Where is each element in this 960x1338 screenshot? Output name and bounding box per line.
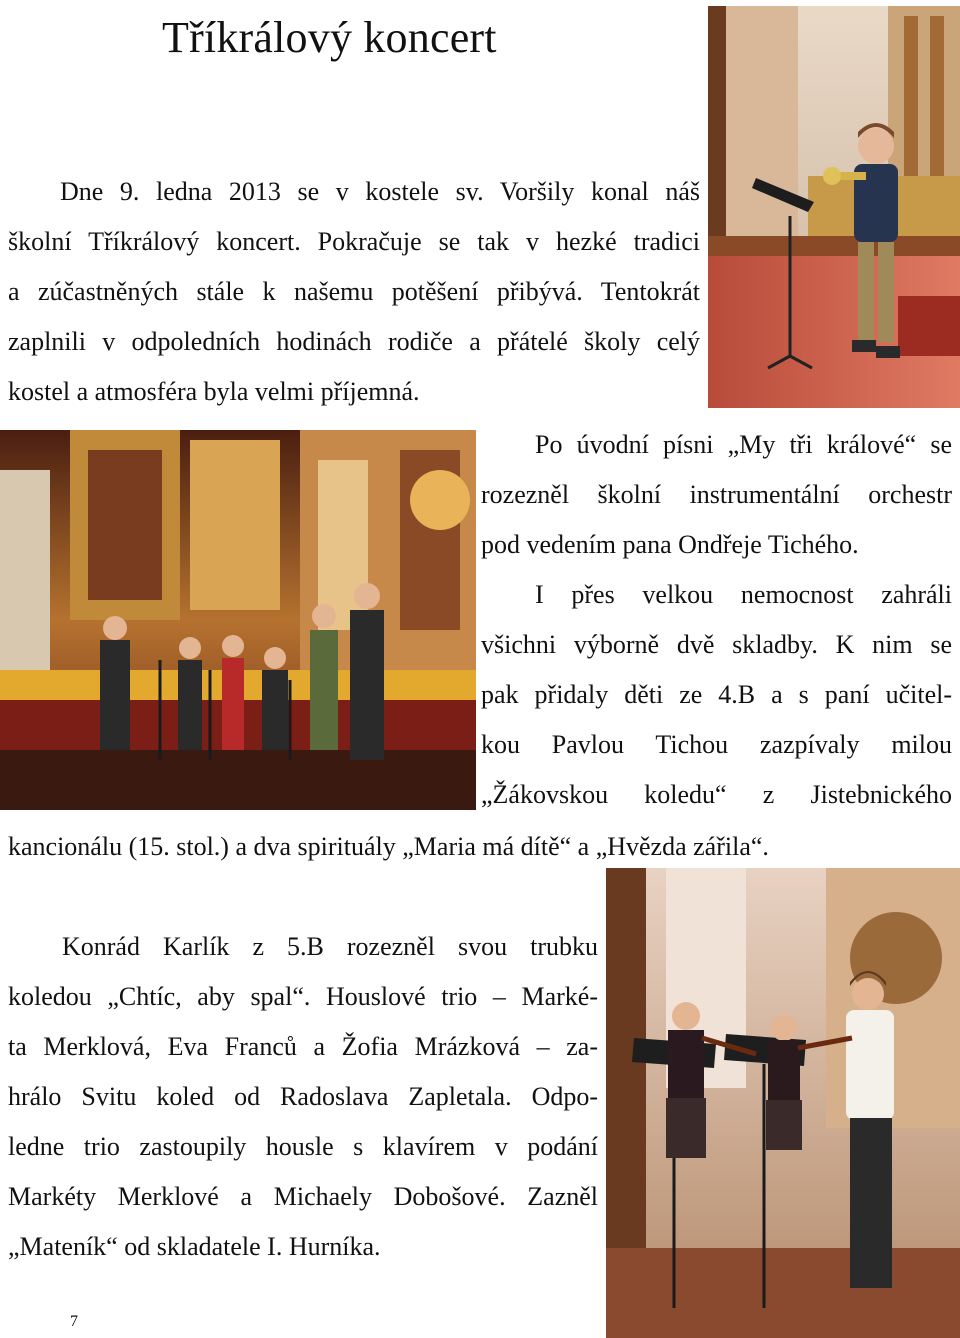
text-line: „Mateník“ od skladatele I. Hurníka.	[8, 1232, 381, 1261]
text-line: pak přidaly děti ze 4.B a s paní učitel-	[481, 680, 952, 709]
text-line: všichni výborně dvě skladby. K nim se	[481, 630, 952, 659]
text-line: koledou „Chtíc, aby spal“. Houslové trio – Marké-	[8, 982, 598, 1011]
text-line: pod vedením pana Ondřeje Tichého.	[481, 530, 859, 559]
text-line: a zúčastněných stále k našemu potěšení přibývá. Tentokrát	[8, 277, 700, 306]
violin-photo-image	[606, 868, 960, 1338]
text-line: kou Pavlou Tichou zazpívaly milou	[481, 730, 952, 759]
text-line: Markéty Merklové a Michaely Dobošové. Zazněl	[8, 1182, 598, 1211]
spirituals-paragraph	[8, 822, 952, 872]
text-line: „Žákovskou koledu“ z Jistebnického	[481, 780, 952, 809]
text-line: ledne trio zastoupily housle s klavírem v podání	[8, 1132, 598, 1161]
text-line: rozezněl školní instrumentální orchestr	[481, 480, 952, 509]
orchestra-paragraph	[481, 420, 952, 820]
text-line: Po úvodní písni „My tři králové“ se	[535, 430, 952, 459]
trumpet-photo-image	[708, 6, 960, 408]
page-number: 7	[70, 1313, 78, 1330]
trio-paragraph	[8, 922, 598, 1272]
page-title: Tříkrálový koncert	[162, 13, 497, 62]
text-line: kancionálu (15. stol.) a dva spirituály „Maria má dítě“ a „Hvězda zářila“.	[8, 832, 769, 861]
text-line: školní Tříkrálový koncert. Pokračuje se tak v hezké tradici	[8, 227, 700, 256]
text-line: Konrád Karlík z 5.B rozezněl svou trubku	[62, 932, 598, 961]
text-line: ta Merklová, Eva Franců a Žofia Mrázková – za-	[8, 1032, 598, 1061]
photo-orchestra	[0, 430, 476, 810]
photo-trumpet-player	[708, 6, 960, 408]
text-line: Dne 9. ledna 2013 se v kostele sv. Voršily konal náš	[60, 177, 700, 206]
text-line: I přes velkou nemocnost zahráli	[535, 580, 952, 609]
text-line: zaplnili v odpoledních hodinách rodiče a přátelé školy celý	[8, 327, 700, 356]
text-line: hrálo Svitu koled od Radoslava Zapletala. Odpo-	[8, 1082, 598, 1111]
photo-violin-trio	[606, 868, 960, 1338]
intro-paragraph	[8, 167, 700, 417]
text-line: kostel a atmosféra byla velmi příjemná.	[8, 377, 420, 406]
orchestra-photo-image	[0, 430, 476, 810]
